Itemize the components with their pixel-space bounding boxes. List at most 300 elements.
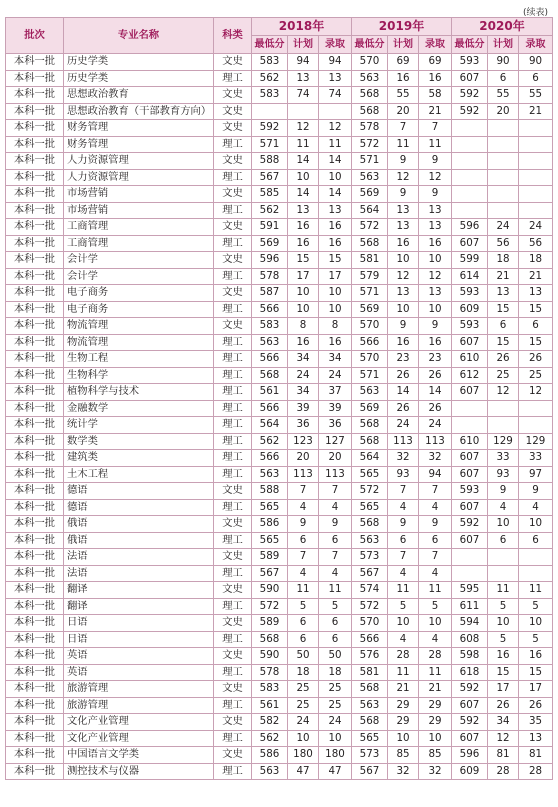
plan-2019-cell: 9 [388,516,419,533]
min-score-2018-cell: 567 [252,565,288,582]
category-cell: 理工 [214,631,252,648]
admitted-2018-cell: 25 [319,697,352,714]
plan-2018-cell: 113 [288,466,319,483]
admission-table [5,17,553,780]
admitted-2020-cell: 33 [519,450,553,467]
category-cell: 理工 [214,433,252,450]
min-score-2018-cell: 590 [252,648,288,665]
min-score-2019-cell: 563 [352,384,388,401]
admitted-2019-cell: 7 [419,483,452,500]
batch-cell: 本科一批 [6,87,64,104]
major-cell: 文化产业管理 [64,730,214,747]
batch-cell: 本科一批 [6,202,64,219]
min-score-2019-cell: 568 [352,516,388,533]
plan-2019-cell: 4 [388,565,419,582]
min-score-2019-cell: 581 [352,664,388,681]
batch-cell: 本科一批 [6,235,64,252]
min-score-2019-cell: 579 [352,268,388,285]
major-cell: 工商管理 [64,219,214,236]
batch-cell: 本科一批 [6,730,64,747]
min-score-2019-cell: 567 [352,565,388,582]
continued-label: (续表) [522,8,548,18]
category-cell: 理工 [214,598,252,615]
min-score-2018-cell: 569 [252,235,288,252]
admitted-2019-cell: 16 [419,70,452,87]
category-cell: 理工 [214,268,252,285]
category-cell: 文史 [214,219,252,236]
plan-2019-cell: 13 [388,202,419,219]
admitted-2019-cell: 85 [419,747,452,764]
plan-2018-cell: 16 [288,219,319,236]
admitted-2018-cell: 5 [319,598,352,615]
plan-2019-cell: 26 [388,400,419,417]
major-cell: 俄语 [64,532,214,549]
plan-2019-cell: 7 [388,549,419,566]
plan-2020-cell: 15 [488,664,519,681]
plan-2018-cell: 34 [288,384,319,401]
major-cell: 旅游管理 [64,697,214,714]
admitted-2019-cell: 5 [419,598,452,615]
min-score-2020-cell: 592 [452,103,488,120]
admitted-2019-cell: 9 [419,318,452,335]
table-row [6,697,553,714]
table-row [6,466,553,483]
plan-2018-cell: 24 [288,367,319,384]
plan-2019-cell: 9 [388,186,419,203]
table-row [6,648,553,665]
admitted-2018-cell: 74 [319,87,352,104]
plan-2020-cell: 6 [488,318,519,335]
major-cell: 思想政治教育（干部教育方向） [64,103,214,120]
table-row [6,549,553,566]
min-score-2019-cell: 569 [352,186,388,203]
min-score-2019-cell: 572 [352,483,388,500]
plan-2018-cell: 25 [288,681,319,698]
plan-2020-cell: 11 [488,582,519,599]
min-score-2019-cell: 578 [352,120,388,137]
major-cell: 翻译 [64,598,214,615]
min-score-2020-cell: 607 [452,499,488,516]
min-score-2018-cell: 563 [252,334,288,351]
min-score-2019-cell: 563 [352,70,388,87]
min-score-2019-cell: 571 [352,367,388,384]
plan-2019-cell: 16 [388,70,419,87]
admitted-2018-cell: 94 [319,54,352,71]
table-row [6,334,553,351]
batch-cell: 本科一批 [6,70,64,87]
admitted-2018-cell: 16 [319,235,352,252]
plan-2020-cell: 13 [488,285,519,302]
header-batch: 批次 [6,18,64,54]
plan-2019-cell: 29 [388,697,419,714]
admitted-2018-cell: 16 [319,219,352,236]
admitted-2020-cell: 5 [519,631,553,648]
batch-cell: 本科一批 [6,598,64,615]
min-score-2020-cell: 598 [452,648,488,665]
admitted-2020-cell: 16 [519,648,553,665]
plan-2018-cell: 74 [288,87,319,104]
major-cell: 中国语言文学类 [64,747,214,764]
min-score-2019-cell: 568 [352,87,388,104]
admitted-2018-cell: 15 [319,252,352,269]
plan-2019-cell: 13 [388,285,419,302]
min-score-2018-cell: 585 [252,186,288,203]
plan-2018-cell: 94 [288,54,319,71]
admitted-2020-cell: 35 [519,714,553,731]
admitted-2020-cell: 5 [519,598,553,615]
category-cell: 理工 [214,730,252,747]
plan-2020-cell: 24 [488,219,519,236]
min-score-2019-cell: 568 [352,714,388,731]
table-row [6,301,553,318]
admitted-2020-cell [519,202,553,219]
admitted-2018-cell: 8 [319,318,352,335]
major-cell: 生物科学 [64,367,214,384]
category-cell: 文史 [214,120,252,137]
plan-2018-cell: 10 [288,169,319,186]
min-score-2018-cell: 565 [252,499,288,516]
plan-2019-cell: 4 [388,631,419,648]
plan-2020-cell [488,169,519,186]
batch-cell: 本科一批 [6,549,64,566]
category-cell: 文史 [214,285,252,302]
plan-2018-cell: 13 [288,70,319,87]
batch-cell: 本科一批 [6,631,64,648]
batch-cell: 本科一批 [6,219,64,236]
admitted-2018-cell: 20 [319,450,352,467]
admitted-2018-cell: 13 [319,70,352,87]
admitted-2019-cell: 7 [419,549,452,566]
batch-cell: 本科一批 [6,120,64,137]
table-body [6,54,553,780]
min-score-2020-cell: 607 [452,334,488,351]
admitted-2019-cell: 4 [419,631,452,648]
min-score-2020-cell: 592 [452,714,488,731]
min-score-2018-cell: 566 [252,400,288,417]
plan-2020-cell: 16 [488,648,519,665]
category-cell: 文史 [214,681,252,698]
major-cell: 日语 [64,615,214,632]
admitted-2018-cell: 12 [319,120,352,137]
admitted-2020-cell: 15 [519,301,553,318]
admitted-2018-cell: 37 [319,384,352,401]
category-cell: 理工 [214,367,252,384]
plan-2019-cell: 12 [388,169,419,186]
header-min-score: 最低分 [352,36,388,54]
min-score-2020-cell: 596 [452,219,488,236]
admitted-2019-cell: 21 [419,681,452,698]
min-score-2019-cell: 563 [352,169,388,186]
min-score-2019-cell: 569 [352,301,388,318]
major-cell: 数学类 [64,433,214,450]
category-cell: 理工 [214,697,252,714]
category-cell: 文史 [214,615,252,632]
major-cell: 财务管理 [64,120,214,137]
admitted-2018-cell: 127 [319,433,352,450]
min-score-2020-cell: 612 [452,367,488,384]
category-cell: 文史 [214,747,252,764]
plan-2018-cell: 11 [288,136,319,153]
plan-2020-cell [488,186,519,203]
table-row [6,235,553,252]
admitted-2018-cell: 14 [319,186,352,203]
major-cell: 旅游管理 [64,681,214,698]
admitted-2019-cell: 9 [419,153,452,170]
plan-2018-cell: 17 [288,268,319,285]
batch-cell: 本科一批 [6,433,64,450]
category-cell: 理工 [214,417,252,434]
category-cell: 文史 [214,252,252,269]
admitted-2020-cell: 21 [519,268,553,285]
plan-2020-cell: 81 [488,747,519,764]
admitted-2020-cell [519,153,553,170]
admitted-2019-cell: 113 [419,433,452,450]
table-row [6,384,553,401]
plan-2018-cell: 10 [288,285,319,302]
table-row [6,615,553,632]
min-score-2020-cell: 607 [452,450,488,467]
plan-2018-cell: 12 [288,120,319,137]
category-cell: 文史 [214,483,252,500]
plan-2019-cell: 113 [388,433,419,450]
batch-cell: 本科一批 [6,417,64,434]
plan-2020-cell: 34 [488,714,519,731]
min-score-2018-cell: 565 [252,532,288,549]
admitted-2018-cell: 16 [319,334,352,351]
admitted-2018-cell: 50 [319,648,352,665]
admitted-2018-cell: 6 [319,532,352,549]
category-cell: 文史 [214,582,252,599]
admitted-2018-cell: 6 [319,615,352,632]
admitted-2019-cell: 6 [419,532,452,549]
table-row [6,499,553,516]
admitted-2020-cell: 11 [519,582,553,599]
plan-2018-cell: 15 [288,252,319,269]
major-cell: 物流管理 [64,318,214,335]
plan-2018-cell: 13 [288,202,319,219]
category-cell: 理工 [214,664,252,681]
major-cell: 测控技术与仪器 [64,763,214,780]
header-admitted: 录取 [419,36,452,54]
plan-2019-cell: 7 [388,120,419,137]
table-row [6,516,553,533]
admitted-2019-cell: 58 [419,87,452,104]
batch-cell: 本科一批 [6,186,64,203]
plan-2019-cell: 16 [388,235,419,252]
min-score-2020-cell: 607 [452,70,488,87]
admitted-2020-cell [519,565,553,582]
min-score-2020-cell: 607 [452,730,488,747]
plan-2020-cell: 28 [488,763,519,780]
major-cell: 俄语 [64,516,214,533]
min-score-2018-cell: 583 [252,87,288,104]
admitted-2018-cell: 7 [319,549,352,566]
header-major: 专业名称 [64,18,214,54]
plan-2019-cell: 20 [388,103,419,120]
batch-cell: 本科一批 [6,153,64,170]
admitted-2020-cell: 10 [519,615,553,632]
plan-2020-cell: 55 [488,87,519,104]
header-admitted: 录取 [319,36,352,54]
admitted-2018-cell: 17 [319,268,352,285]
plan-2020-cell: 10 [488,516,519,533]
major-cell: 植物科学与技术 [64,384,214,401]
batch-cell: 本科一批 [6,351,64,368]
admitted-2018-cell: 13 [319,202,352,219]
plan-2020-cell: 10 [488,615,519,632]
admitted-2020-cell: 26 [519,697,553,714]
admitted-2018-cell: 34 [319,351,352,368]
plan-2019-cell: 12 [388,268,419,285]
batch-cell: 本科一批 [6,697,64,714]
major-cell: 会计学 [64,268,214,285]
plan-2018-cell: 39 [288,400,319,417]
admitted-2020-cell: 56 [519,235,553,252]
admitted-2020-cell: 18 [519,252,553,269]
min-score-2020-cell [452,202,488,219]
admitted-2018-cell: 11 [319,582,352,599]
batch-cell: 本科一批 [6,103,64,120]
plan-2018-cell: 5 [288,598,319,615]
min-score-2020-cell: 592 [452,681,488,698]
batch-cell: 本科一批 [6,466,64,483]
min-score-2018-cell: 587 [252,285,288,302]
min-score-2018-cell: 591 [252,219,288,236]
min-score-2020-cell: 614 [452,268,488,285]
plan-2019-cell: 10 [388,730,419,747]
admitted-2018-cell: 180 [319,747,352,764]
major-cell: 电子商务 [64,301,214,318]
min-score-2020-cell [452,120,488,137]
table-row [6,730,553,747]
min-score-2018-cell: 566 [252,351,288,368]
major-cell: 德语 [64,483,214,500]
category-cell: 文史 [214,714,252,731]
plan-2020-cell [488,417,519,434]
min-score-2020-cell: 593 [452,483,488,500]
min-score-2019-cell: 581 [352,252,388,269]
header-year-2019: 2019年 [352,18,452,36]
header-plan: 计划 [488,36,519,54]
batch-cell: 本科一批 [6,318,64,335]
category-cell: 理工 [214,450,252,467]
min-score-2019-cell: 572 [352,219,388,236]
min-score-2019-cell: 568 [352,235,388,252]
plan-2018-cell: 7 [288,549,319,566]
plan-2020-cell: 56 [488,235,519,252]
plan-2020-cell: 6 [488,532,519,549]
category-cell: 理工 [214,565,252,582]
plan-2019-cell: 93 [388,466,419,483]
plan-2018-cell: 8 [288,318,319,335]
plan-2018-cell: 20 [288,450,319,467]
plan-2019-cell: 10 [388,252,419,269]
table-row [6,351,553,368]
admitted-2019-cell: 16 [419,334,452,351]
header-plan: 计划 [388,36,419,54]
major-cell: 思想政治教育 [64,87,214,104]
batch-cell: 本科一批 [6,763,64,780]
plan-2018-cell: 6 [288,631,319,648]
plan-2020-cell [488,549,519,566]
plan-2018-cell: 10 [288,730,319,747]
category-cell: 理工 [214,384,252,401]
batch-cell: 本科一批 [6,136,64,153]
min-score-2018-cell: 588 [252,153,288,170]
min-score-2020-cell: 609 [452,763,488,780]
admitted-2019-cell: 9 [419,186,452,203]
major-cell: 物流管理 [64,334,214,351]
admitted-2020-cell: 25 [519,367,553,384]
admitted-2020-cell: 129 [519,433,553,450]
plan-2020-cell: 26 [488,351,519,368]
plan-2019-cell: 11 [388,582,419,599]
plan-2019-cell: 9 [388,318,419,335]
admitted-2018-cell: 25 [319,681,352,698]
min-score-2018-cell: 583 [252,681,288,698]
batch-cell: 本科一批 [6,384,64,401]
admitted-2020-cell: 97 [519,466,553,483]
min-score-2020-cell: 593 [452,318,488,335]
plan-2020-cell: 15 [488,301,519,318]
plan-2020-cell: 26 [488,697,519,714]
header-min-score: 最低分 [252,36,288,54]
category-cell: 文史 [214,318,252,335]
plan-2019-cell: 21 [388,681,419,698]
admitted-2020-cell [519,136,553,153]
admitted-2020-cell: 55 [519,87,553,104]
admitted-2019-cell: 16 [419,235,452,252]
category-cell: 文史 [214,87,252,104]
batch-cell: 本科一批 [6,400,64,417]
plan-2019-cell: 55 [388,87,419,104]
admitted-2019-cell: 4 [419,565,452,582]
admitted-2020-cell: 26 [519,351,553,368]
min-score-2020-cell: 592 [452,516,488,533]
admitted-2018-cell: 10 [319,730,352,747]
category-cell: 理工 [214,334,252,351]
batch-cell: 本科一批 [6,334,64,351]
plan-2020-cell: 129 [488,433,519,450]
plan-2019-cell: 26 [388,367,419,384]
batch-cell: 本科一批 [6,565,64,582]
major-cell: 会计学 [64,252,214,269]
batch-cell: 本科一批 [6,747,64,764]
min-score-2019-cell: 569 [352,400,388,417]
admitted-2020-cell: 24 [519,219,553,236]
admitted-2018-cell: 11 [319,136,352,153]
header-category: 科类 [214,18,252,54]
admitted-2020-cell: 10 [519,516,553,533]
major-cell: 历史学类 [64,70,214,87]
plan-2020-cell: 21 [488,268,519,285]
admitted-2019-cell: 11 [419,136,452,153]
min-score-2018-cell: 586 [252,747,288,764]
min-score-2019-cell: 564 [352,202,388,219]
batch-cell: 本科一批 [6,169,64,186]
table-row [6,120,553,137]
min-score-2018-cell: 562 [252,202,288,219]
min-score-2020-cell: 592 [452,87,488,104]
admitted-2019-cell: 14 [419,384,452,401]
plan-2020-cell: 93 [488,466,519,483]
plan-2019-cell: 7 [388,483,419,500]
min-score-2019-cell: 574 [352,582,388,599]
category-cell: 理工 [214,70,252,87]
table-row [6,747,553,764]
plan-2018-cell: 6 [288,532,319,549]
header-min-score: 最低分 [452,36,488,54]
